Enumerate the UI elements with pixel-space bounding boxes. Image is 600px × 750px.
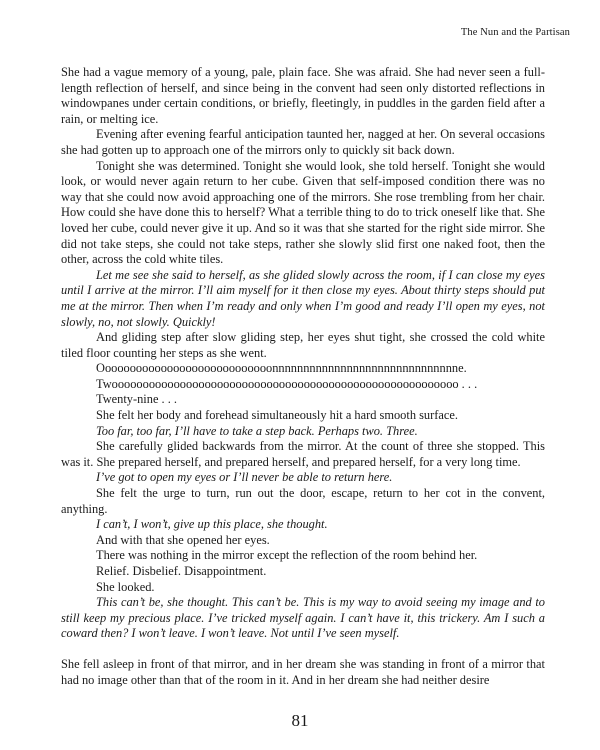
- paragraph: Twoooooooooooooooooooooooooooooooooooooooooooooooooooooooo . . .: [96, 376, 478, 391]
- page-number: 81: [291, 711, 309, 730]
- paragraph: She looked.: [96, 579, 155, 594]
- paragraph: She fell asleep in front of that mirror, and in her dream she was standing in front of a mirror that had no image other than that of the room in it. And in her dream she had neither desire: [61, 656, 545, 687]
- paragraph-italic: I’ve got to open my eyes or I’ll never be able to return here.: [96, 470, 393, 485]
- paragraph: And gliding step after slow gliding step, her eyes shut tight, she crossed the cold white tiled floor counting her steps as she went.: [61, 330, 545, 360]
- paragraph: She felt the urge to turn, run out the door, escape, return to her cot in the convent, anything.: [61, 486, 545, 516]
- paragraph-italic: I can’t, I won’t, give up this place, she thought.: [96, 517, 328, 532]
- running-header: The Nun and the Partisan: [460, 27, 570, 38]
- paragraph-italic: Let me see she said to herself, as she glided slowly across the room, if I can close my eyes until I arrive at the mirror. I’ll aim myself for it then close my eyes. About thirty steps should put me at the mirror. Then when I’m ready and only when I’m good and ready I’ll open my eyes, not slowly, no, not slowly. Quickly!: [61, 267, 545, 329]
- paragraph: Tonight she was determined. Tonight she would look, she told herself. Tonight she would look, or would never again return to her cube. Given that self-imposed condition there was no way that she could now avoid approaching one of the mirrors. She rose trembling from her chair. How could she have done this to herself? What a terrible thing to do to trick oneself like that. She loved her cube, could never give it up. And so it was that she started for the right side mirror. She did not take steps, she could not take steps, rather she slowly slid first one naked foot, then the other, across the cold white tiles.: [61, 158, 545, 267]
- paragraph-italic: This can’t be, she thought. This can’t be. This is my way to avoid seeing my image and to still keep my precious place. I’ve tricked myself again. I can’t have it, this trickery. Am I such a coward then? I won’t leave. I won’t leave. Not until I’ve seen myself.: [61, 595, 545, 641]
- paragraph: Twenty-nine . . .: [96, 392, 178, 407]
- paragraph: Evening after evening fearful anticipation taunted her, nagged at her. On several occasions she had gotten up to approach one of the mirrors only to quickly sit back down.: [61, 127, 545, 157]
- paragraph: She had a vague memory of a young, pale, plain face. She was afraid. She had never seen a full-length reflection of herself, and since being in the convent had seen only distorted reflections in windowpanes under certain conditions, or briefly, fleetingly, in puddles in the garden field after a rain, or melting ice.: [61, 65, 545, 126]
- paragraph: She carefully glided backwards from the mirror. At the count of three she stopped. This was it. She prepared herself, and prepared herself, and prepared herself, for a very long time.: [61, 439, 545, 469]
- paragraph: Oooooooooooooooooooooooooooonnnnnnnnnnnnnnnnnnnnnnnnnnnnnne.: [96, 361, 467, 376]
- paragraph: Relief. Disbelief. Disappointment.: [96, 564, 267, 578]
- page-body: [61, 65, 545, 688]
- paragraph-italic: Too far, too far, I’ll have to take a step back. Perhaps two. Three.: [96, 423, 418, 438]
- paragraph: She felt her body and forehead simultaneously hit a hard smooth surface.: [96, 408, 458, 423]
- paragraph: There was nothing in the mirror except the reflection of the room behind her.: [96, 548, 478, 563]
- paragraph: And with that she opened her eyes.: [96, 532, 270, 547]
